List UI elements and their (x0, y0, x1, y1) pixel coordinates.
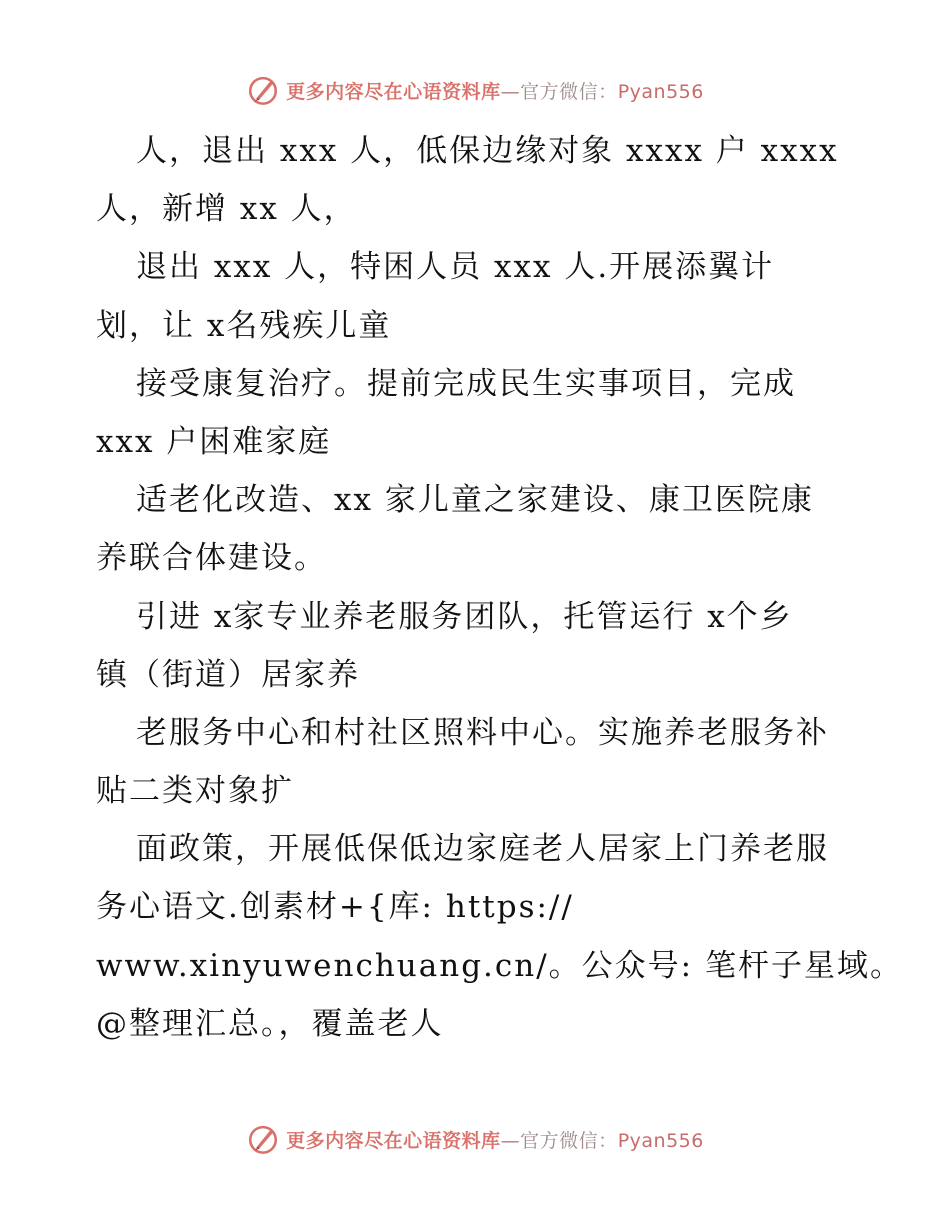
header-banner-dash: — (500, 80, 521, 103)
footer-banner-main: 更多内容尽在心语资料库 (286, 1129, 501, 1152)
text-line: 人，退出 xxx 人，低保边缘对象 xxxx 户 xxxx (136, 133, 839, 169)
footer-banner-wechat-id: Pyan556 (617, 1129, 704, 1152)
text-line: xxx 户困难家庭 (96, 423, 332, 460)
text-line: 贴二类对象扩 (96, 773, 294, 810)
header-banner-wechat-id: Pyan556 (617, 80, 704, 103)
quill-pen-logo-icon (246, 1122, 280, 1156)
text-line: 养联合体建设。 (96, 540, 327, 577)
header-banner (0, 70, 950, 110)
document-body (96, 122, 903, 1053)
footer-banner (0, 1119, 950, 1159)
text-line: 镇（街道）居家养 (96, 656, 360, 693)
text-line: @整理汇总。，覆盖老人 (96, 1005, 444, 1042)
quill-pen-logo-icon (246, 73, 280, 107)
text-line: 适老化改造、xx 家儿童之家建设、康卫医院康 (136, 482, 814, 519)
footer-banner-text (286, 1126, 704, 1153)
footer-banner-dash: — (500, 1129, 521, 1152)
text-line: 接受康复治疗。提前完成民生实事项目，完成 (136, 365, 796, 402)
footer-banner-sub: 官方微信： (520, 1129, 618, 1152)
text-line: 划，让 x名残疾儿童 (96, 307, 392, 344)
text-line: 老服务中心和村社区照料中心。实施养老服务补 (136, 714, 829, 751)
text-line: 退出 xxx 人，特困人员 xxx 人.开展添翼计 (136, 249, 775, 286)
header-banner-main: 更多内容尽在心语资料库 (286, 80, 501, 103)
header-banner-sub: 官方微信： (520, 80, 618, 103)
text-line: 面政策，开展低保低边家庭老人居家上门养老服 (136, 831, 829, 868)
header-banner-text (286, 77, 704, 104)
text-line: www.xinyuwenchuang.cn/。公众号: 笔杆子星域。 (96, 947, 903, 984)
text-line: 务心语文.创素材+{库: https:// (96, 889, 574, 926)
text-line: 人，新增 xx 人， (96, 191, 357, 228)
text-line: 引进 x家专业养老服务团队，托管运行 x个乡 (136, 598, 793, 635)
